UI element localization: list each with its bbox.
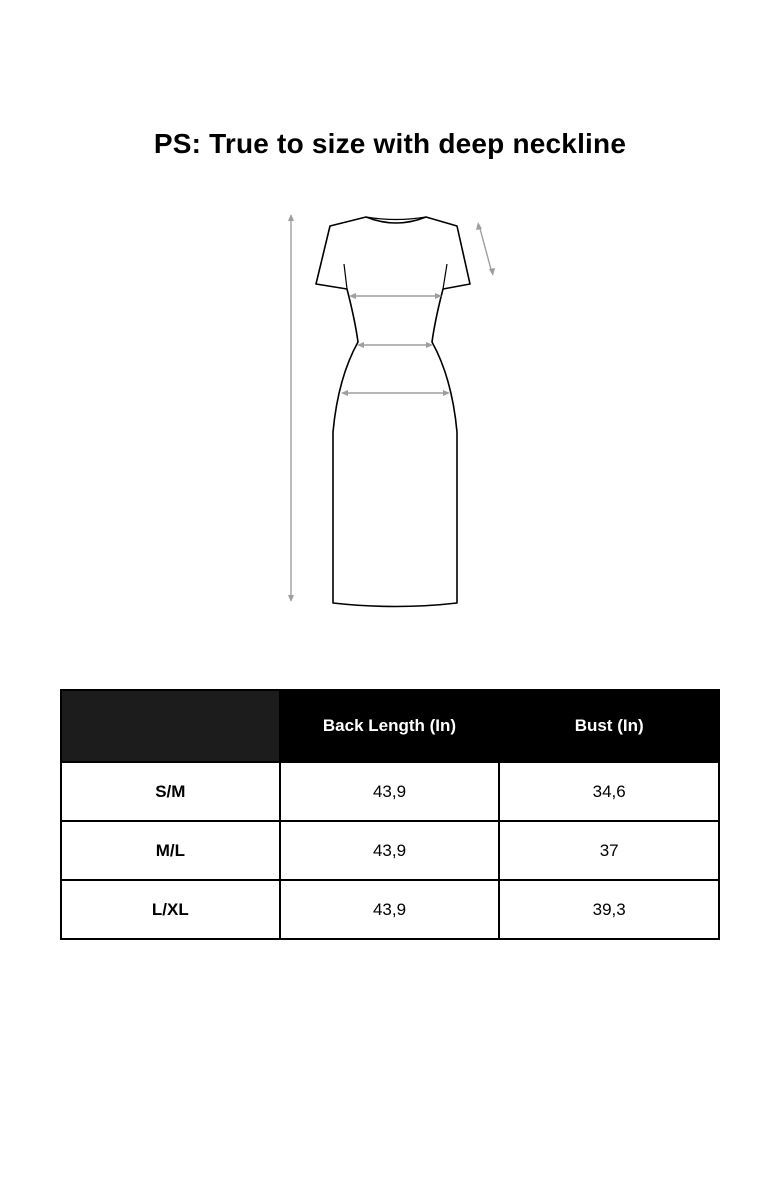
back-length-value: 43,9 (280, 821, 500, 880)
size-label: M/L (61, 821, 280, 880)
waist-arrow (357, 342, 433, 348)
left-sleeve-hem (344, 264, 347, 289)
header-bust: Bust (In) (499, 690, 719, 762)
neckline (366, 217, 426, 220)
bust-value: 34,6 (499, 762, 719, 821)
size-label: S/M (61, 762, 280, 821)
dress-outline (316, 217, 470, 607)
header-size-cell (61, 690, 280, 762)
bust-value: 37 (499, 821, 719, 880)
bust-arrow (349, 293, 442, 299)
size-chart-table (60, 689, 720, 940)
bust-value: 39,3 (499, 880, 719, 939)
table-row (61, 762, 719, 821)
size-label: L/XL (61, 880, 280, 939)
table-row (61, 880, 719, 939)
header-back-length: Back Length (In) (280, 690, 500, 762)
back-length-value: 43,9 (280, 762, 500, 821)
dress-outline-icon (270, 205, 510, 615)
length-arrow (288, 214, 294, 602)
page-title: PS: True to size with deep neckline (153, 128, 627, 159)
table-row (61, 821, 719, 880)
hip-arrow (341, 390, 450, 396)
back-length-value: 43,9 (280, 880, 500, 939)
table-header-row (61, 690, 719, 762)
right-sleeve-hem (443, 264, 447, 289)
sleeve-arrow (476, 222, 495, 276)
